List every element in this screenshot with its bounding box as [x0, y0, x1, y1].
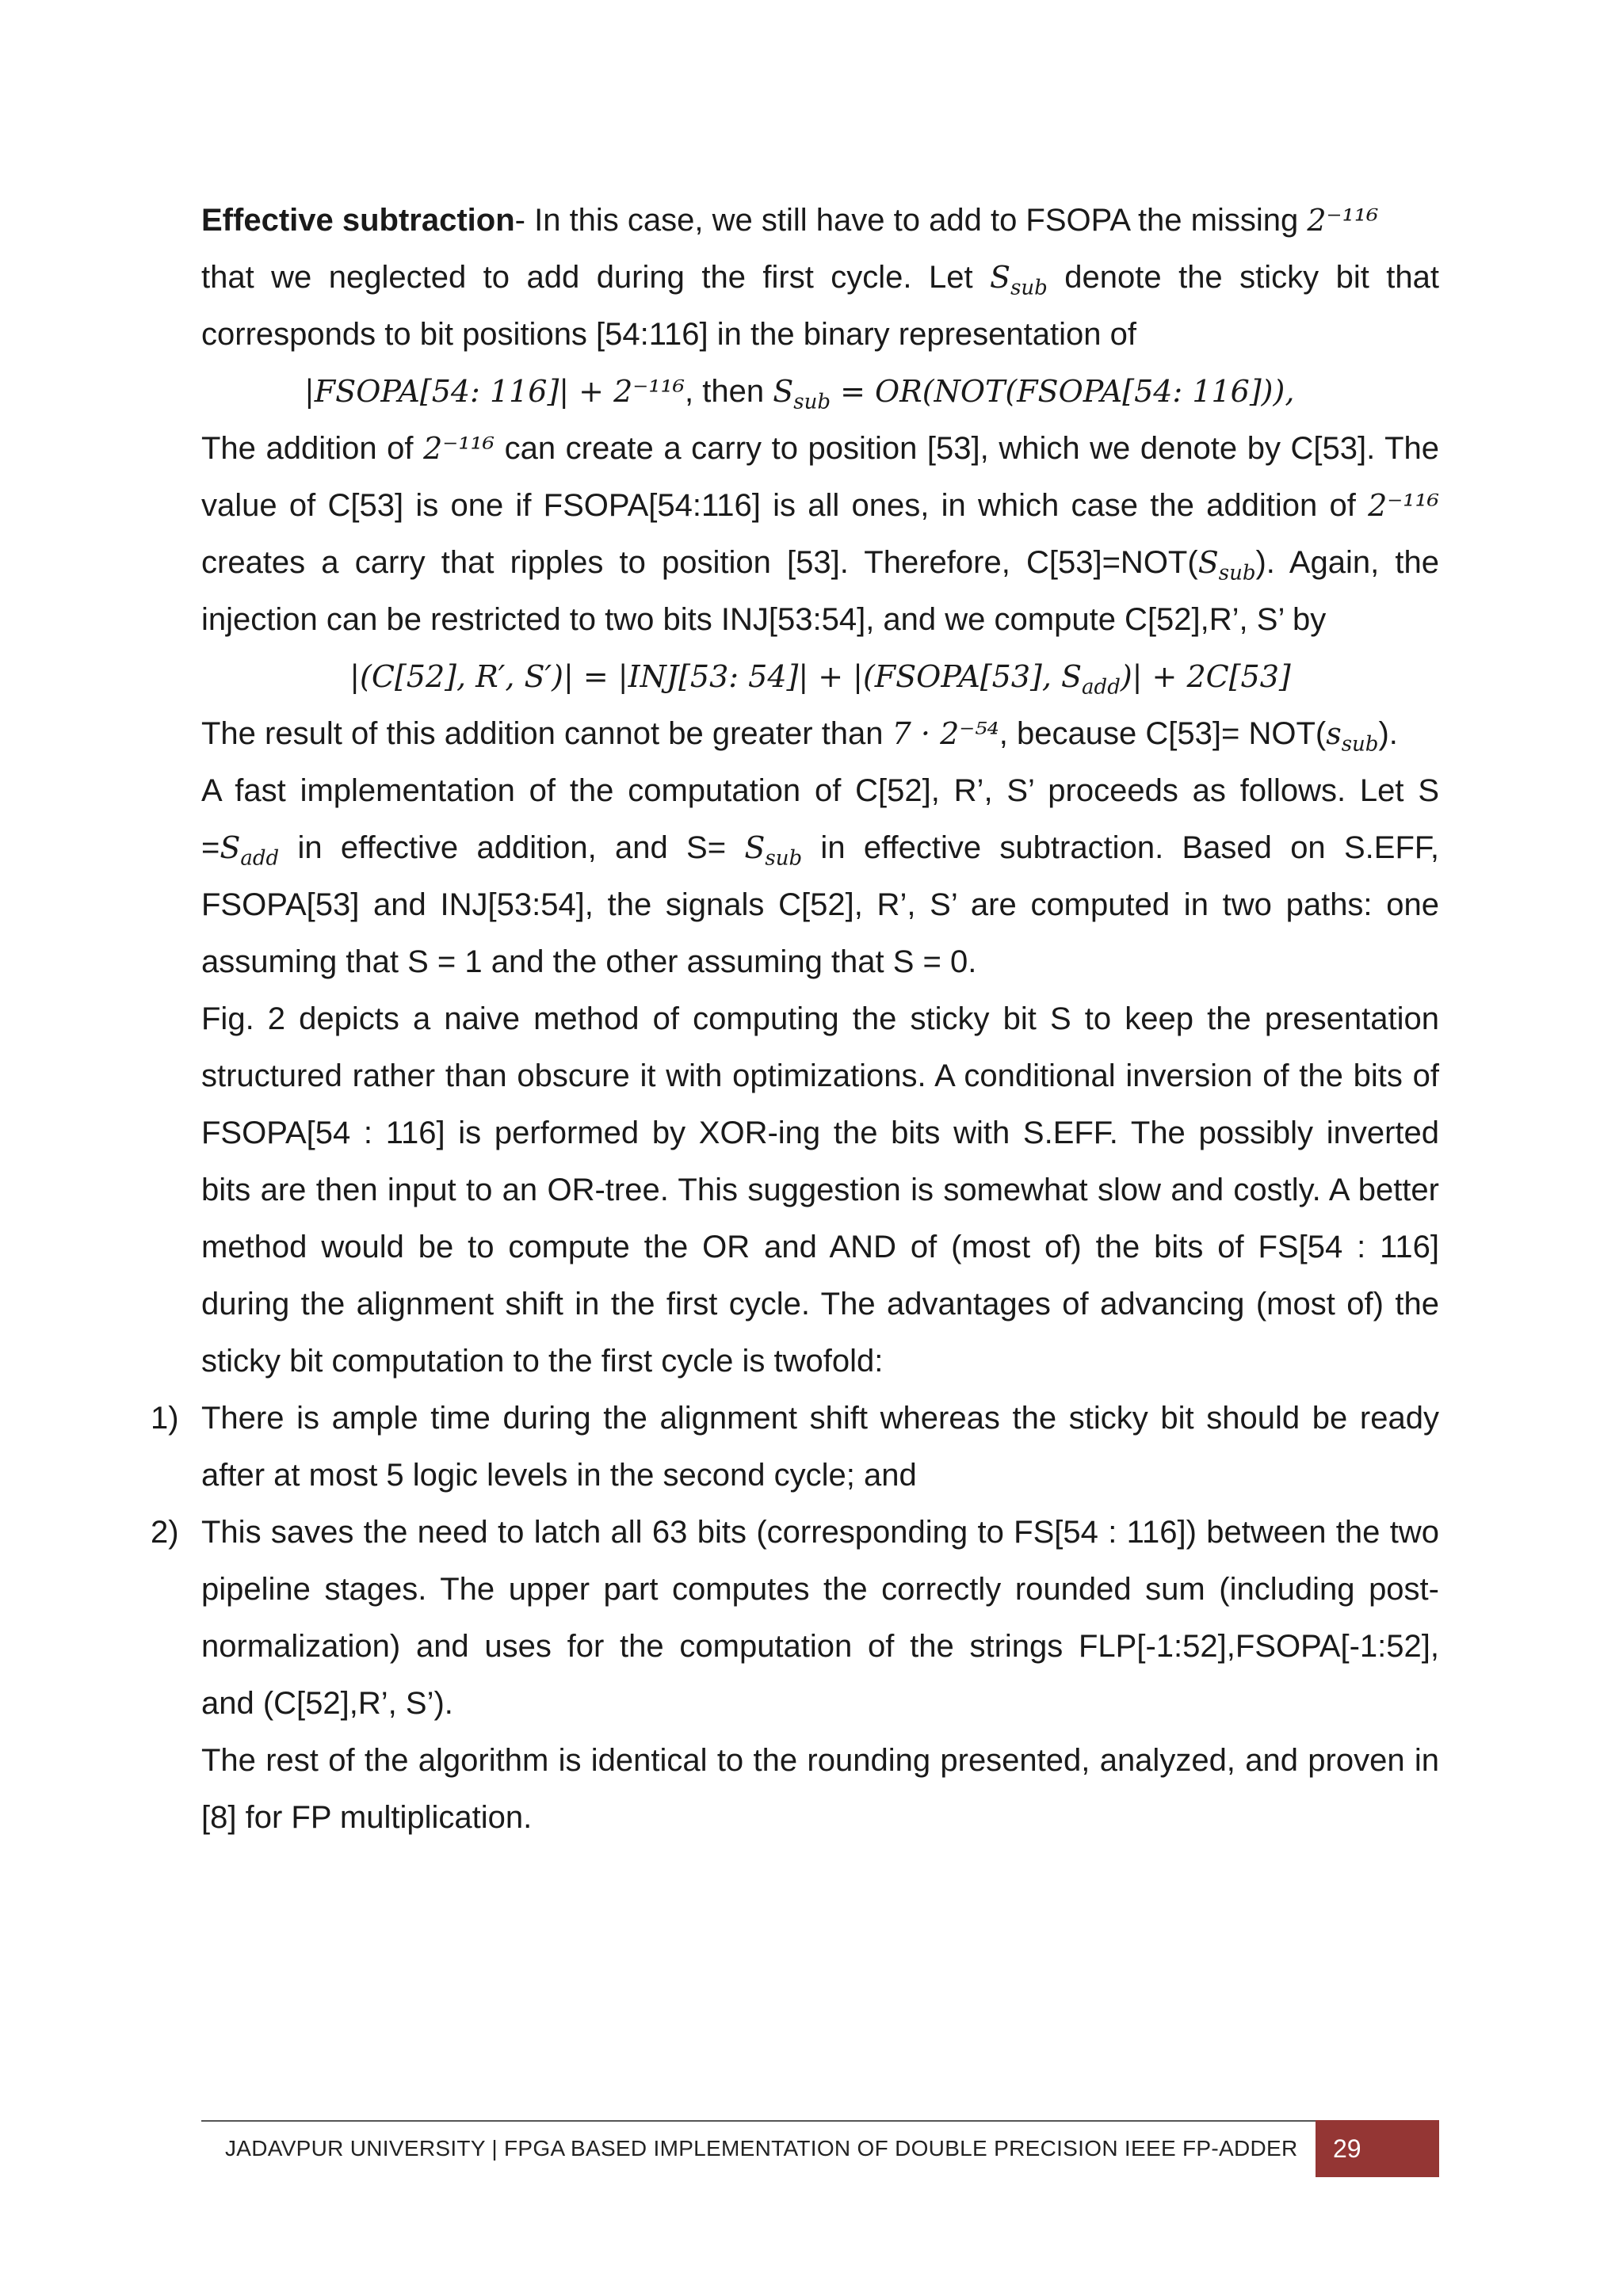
math-inline: $S_{sub}$ [744, 830, 803, 871]
list-text: There is ample time during the alignment shift whereas the sticky bit should be ready after at most 5 logic levels in the second cycle; and [201, 1401, 1439, 1493]
section-lead: Effective subtraction [201, 203, 515, 238]
math-expression: |FSOPA[54: 116]| + 2⁻¹¹⁶ [304, 374, 685, 409]
math-expression: |(C[52], R′, S′)| = |INJ[53: 54]| + |(FSOPA[53], $S_{add})| + 2C[53]$ [349, 659, 1291, 700]
paragraph-result-bound [201, 705, 1439, 762]
paragraph-fig2: Fig. 2 depicts a naive method of computing the sticky bit S to keep the presentation structured rather than obscure it with optimizations. A conditional inversion of the bits of FSOPA[54 : 116] is performed by XOR-ing the bits with S.EFF. The possibly inverted bits are then input to an OR-tree. This suggestion is somewhat slow and costly. A better method would be to compute the OR and AND of (most of) the bits of FS[54 : 116] during the alignment shift in the first cycle. The advantages of advancing (most of) the sticky bit computation to the first cycle is twofold: [201, 1001, 1439, 1379]
text-run: , because C[53]= NOT( [999, 716, 1327, 751]
page-number: 29 [1316, 2120, 1439, 2177]
text-run: , then [685, 374, 773, 409]
footer-divider [201, 2120, 1439, 2122]
text-run: - In this case, we still have to add to FSOPA the missing [514, 203, 1308, 238]
text-run: creates a carry that ripples to position [53]. Therefore, C[53]=NOT( [201, 545, 1198, 580]
text-run: The result of this addition cannot be greater than [201, 716, 892, 751]
paragraph-carry [201, 420, 1439, 648]
math-inline: $S_{sub}$ [990, 260, 1048, 300]
list-number: 2) [151, 1515, 179, 1550]
math-inline: 7 · 2⁻⁵⁴ [892, 716, 999, 751]
equation-injection [201, 648, 1439, 705]
text-run: The addition of [201, 431, 424, 466]
math-inline: $S_{sub}$ [1197, 545, 1256, 585]
footer-title: JADAVPUR UNIVERSITY | FPGA BASED IMPLEMENTATION OF DOUBLE PRECISION IEEE FP-ADDER [225, 2136, 1298, 2161]
text-run: in effective subtraction. Based on S.EFF, FSOPA[53] and INJ[53:54], the signals C[52], R’, S’ are computed in two paths: one assuming that S = 1 and the other assuming that S = 0. [201, 830, 1439, 979]
math-inline: $S_{add}$ [220, 830, 280, 871]
page-footer [201, 2120, 1439, 2177]
math-inline: 2⁻¹¹⁶ [1307, 203, 1379, 238]
text-run: ). [1378, 716, 1398, 751]
math-inline: 2⁻¹¹⁶ [1368, 488, 1439, 523]
text-run: A fast implementation of the computation of C[52], R’, S’ proceeds as follows. Let S = [201, 773, 1439, 865]
text-run: in effective addition, and S= [279, 830, 745, 865]
list-number: 1) [151, 1401, 179, 1436]
paragraph-closing: The rest of the algorithm is identical to the rounding presented, analyzed, and proven in [8] for FP multiplication. [201, 1743, 1439, 1835]
equation-sticky-sub [304, 363, 1439, 420]
body-text [151, 192, 1440, 1846]
list-item [151, 1390, 1439, 1504]
text-run: ). Again, the injection can be restricted to two bits INJ[53:54], and we compute C[52],R’, S’ by [201, 545, 1439, 637]
paragraph-fast-implementation [201, 762, 1439, 990]
text-run: that we neglected to add during the first cycle. Let [201, 260, 991, 295]
paragraph-effective-subtraction [201, 192, 1439, 363]
text-run: denote the sticky bit that corresponds to bit positions [54:116] in the binary representation of [201, 260, 1440, 352]
math-expression: $S_{sub}$ = OR(NOT(FSOPA[54: 116])), [773, 374, 1295, 414]
math-inline: $s_{sub}$ [1326, 716, 1379, 757]
list-text: This saves the need to latch all 63 bits (corresponding to FS[54 : 116]) between the two pipeline stages. The upper part computes the correctly rounded sum (including post-normalization) and uses for the computation of the strings FLP[-1:52],FSOPA[-1:52], and (C[52],R’, S’). [201, 1515, 1439, 1721]
advantages-list [151, 1390, 1439, 1732]
math-inline: 2⁻¹¹⁶ [423, 431, 495, 466]
text-run: can create a carry to position [53], which we denote by C[53]. The value of C[53] is one if FSOPA[54:116] is all ones, in which case the addition of [201, 431, 1439, 523]
list-item [151, 1504, 1439, 1732]
